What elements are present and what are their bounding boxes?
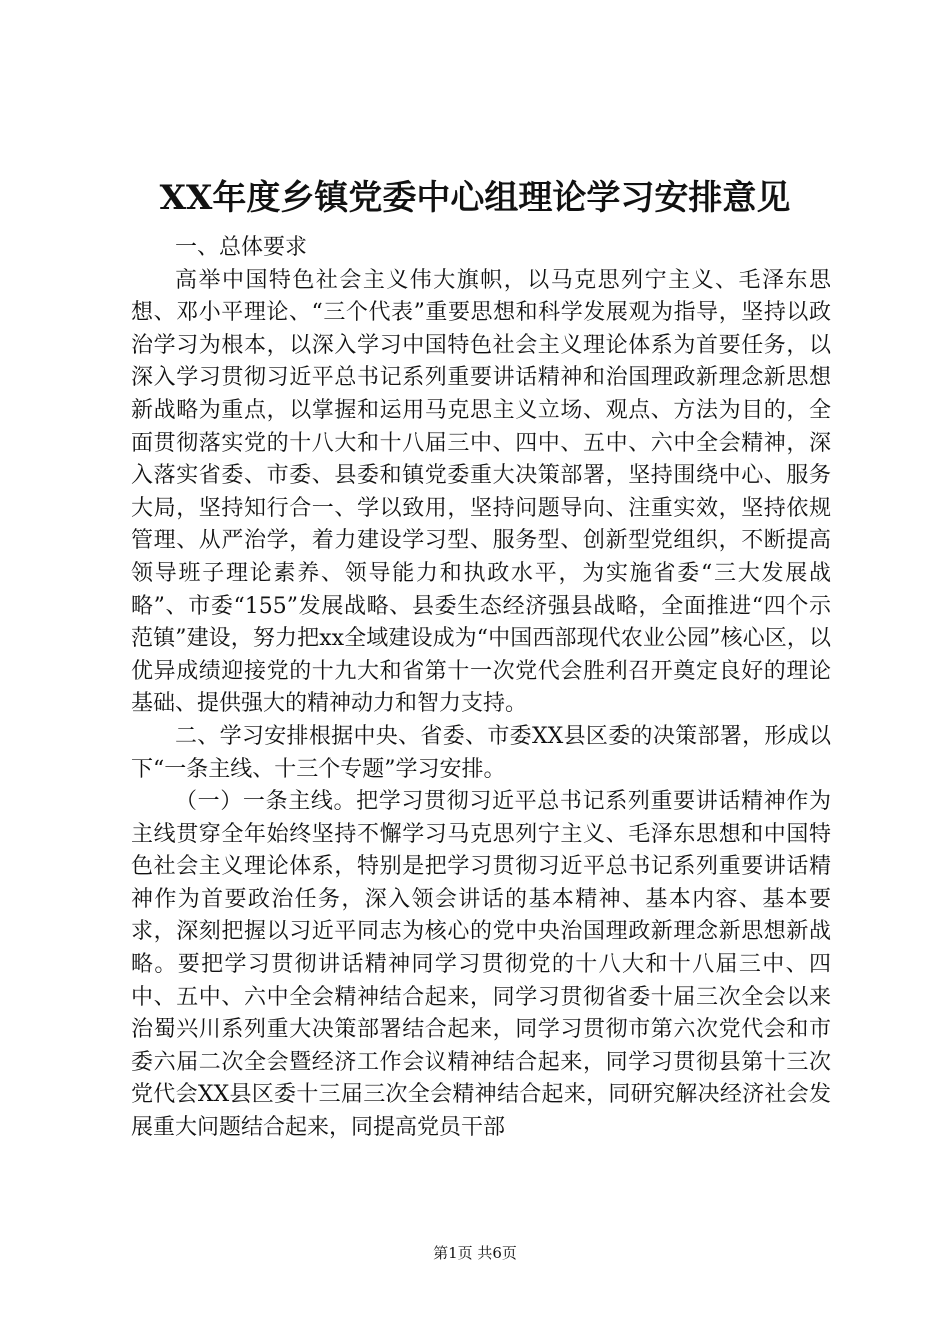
document-body	[131, 232, 831, 1145]
section-heading-general-requirements: 一、总体要求	[175, 235, 308, 260]
page-footer: 第1页 共6页	[433, 1244, 517, 1262]
document-title: XX年度乡镇党委中心组理论学习安排意见	[159, 178, 791, 218]
section-heading-study-arrangement: 二、学习安排根据中央、省委、市委XX县区委的决策部署，形成以下“一条主线、十三个专题”学习安排。	[131, 723, 831, 782]
paragraph-main-line: （一）一条主线。把学习贯彻习近平总书记系列重要讲话精神作为主线贯穿全年始终坚持不懈学习马克思列宁主义、毛泽东思想和中国特色社会主义理论体系，特别是把学习贯彻习近平总书记系列重要讲话精神作为首要政治任务，深入领会讲话的基本精神、基本内容、基本要求，深刻把握以习近平同志为核心的党中央治国理政新理念新思想新战略。要把学习贯彻讲话精神同学习贯彻党的十八大和十八届三中、四中、五中、六中全会精神结合起来，同学习贯彻省委十届三次全会以来治蜀兴川系列重大决策部署结合起来，同学习贯彻市第六次党代会和市委六届二次全会暨经济工作会议精神结合起来，同学习贯彻县第十三次党代会XX县区委十三届三次全会精神结合起来，同研究解决经济社会发展重大问题结合起来，同提高党员干部	[131, 789, 831, 1141]
paragraph-general-requirements: 高举中国特色社会主义伟大旗帜，以马克思列宁主义、毛泽东思想、邓小平理论、“三个代表”重要思想和科学发展观为指导，坚持以政治学习为根本，以深入学习中国特色社会主义理论体系为首要任务，以深入学习贯彻习近平总书记系列重要讲话精神和治国理政新理念新思想新战略为重点，以掌握和运用马克思主义立场、观点、方法为目的，全面贯彻落实党的十八大和十八届三中、四中、五中、六中全会精神，深入落实省委、市委、县委和镇党委重大决策部署，坚持围绕中心、服务大局，坚持知行合一、学以致用，坚持问题导向、注重实效，坚持依规管理、从严治学，着力建设学习型、服务型、创新型党组织，不断提高领导班子理论素养、领导能力和执政水平，为实施省委“三大发展战略”、市委“155”发展战略、县委生态经济强县战略，全面推进“四个示范镇”建设，努力把xx全域建设成为“中国西部现代农业公园”核心区，以优异成绩迎接党的十九大和省第十一次党代会胜利召开奠定良好的理论基础、提供强大的精神动力和智力支持。	[131, 267, 831, 717]
